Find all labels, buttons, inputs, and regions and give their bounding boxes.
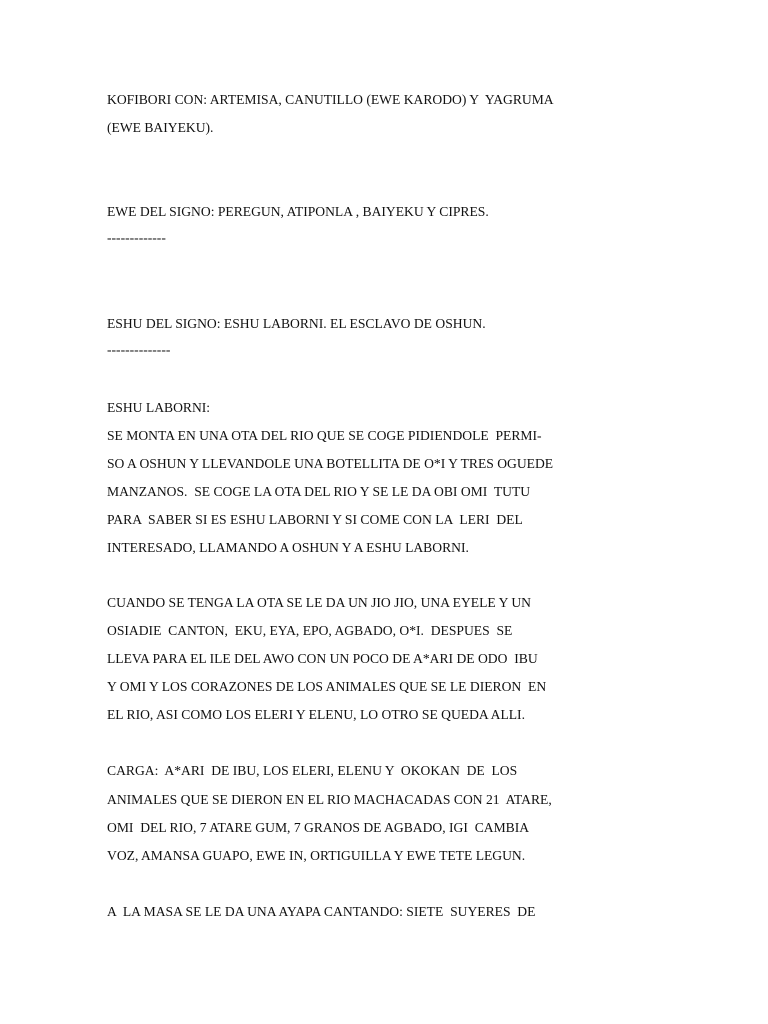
text-line: SO A OSHUN Y LLEVANDOLE UNA BOTELLITA DE O*I Y TRES OGUEDE — [107, 456, 554, 471]
text-line: INTERESADO, LLAMANDO A OSHUN Y A ESHU LABORNI. — [107, 540, 469, 555]
text-line: SE MONTA EN UNA OTA DEL RIO QUE SE COGE PIDIENDOLE PERMI- — [107, 428, 542, 443]
divider-dashes: -------------- — [107, 342, 171, 357]
text-line: OSIADIE CANTON, EKU, EYA, EPO, AGBADO, O*I. DESPUES SE — [107, 623, 513, 638]
text-line: CUANDO SE TENGA LA OTA SE LE DA UN JIO JIO, UNA EYELE Y UN — [107, 595, 531, 610]
text-line: A LA MASA SE LE DA UNA AYAPA CANTANDO: SIETE SUYERES DE — [107, 904, 536, 919]
text-line: CARGA: A*ARI DE IBU, LOS ELERI, ELENU Y OKOKAN DE LOS — [107, 763, 518, 778]
divider-dashes: ------------- — [107, 230, 166, 245]
text-line: Y OMI Y LOS CORAZONES DE LOS ANIMALES QUE SE LE DIERON EN — [107, 679, 547, 694]
text-line: EL RIO, ASI COMO LOS ELERI Y ELENU, LO OTRO SE QUEDA ALLI. — [107, 707, 525, 722]
text-line: EWE DEL SIGNO: PEREGUN, ATIPONLA , BAIYEKU Y CIPRES. — [107, 204, 489, 219]
text-line: KOFIBORI CON: ARTEMISA, CANUTILLO (EWE KARODO) Y YAGRUMA — [107, 92, 554, 107]
text-line: VOZ, AMANSA GUAPO, EWE IN, ORTIGUILLA Y EWE TETE LEGUN. — [107, 848, 526, 863]
text-line: ESHU DEL SIGNO: ESHU LABORNI. EL ESCLAVO DE OSHUN. — [107, 316, 486, 331]
section-heading: ESHU LABORNI: — [107, 400, 211, 415]
text-line: OMI DEL RIO, 7 ATARE GUM, 7 GRANOS DE AGBADO, IGI CAMBIA — [107, 820, 530, 835]
text-line: (EWE BAIYEKU). — [107, 120, 214, 135]
text-line: LLEVA PARA EL ILE DEL AWO CON UN POCO DE A*ARI DE ODO IBU — [107, 651, 538, 666]
text-line: PARA SABER SI ES ESHU LABORNI Y SI COME CON LA LERI DEL — [107, 512, 523, 527]
text-line: MANZANOS. SE COGE LA OTA DEL RIO Y SE LE DA OBI OMI TUTU — [107, 484, 531, 499]
text-line: ANIMALES QUE SE DIERON EN EL RIO MACHACADAS CON 21 ATARE, — [107, 792, 552, 807]
